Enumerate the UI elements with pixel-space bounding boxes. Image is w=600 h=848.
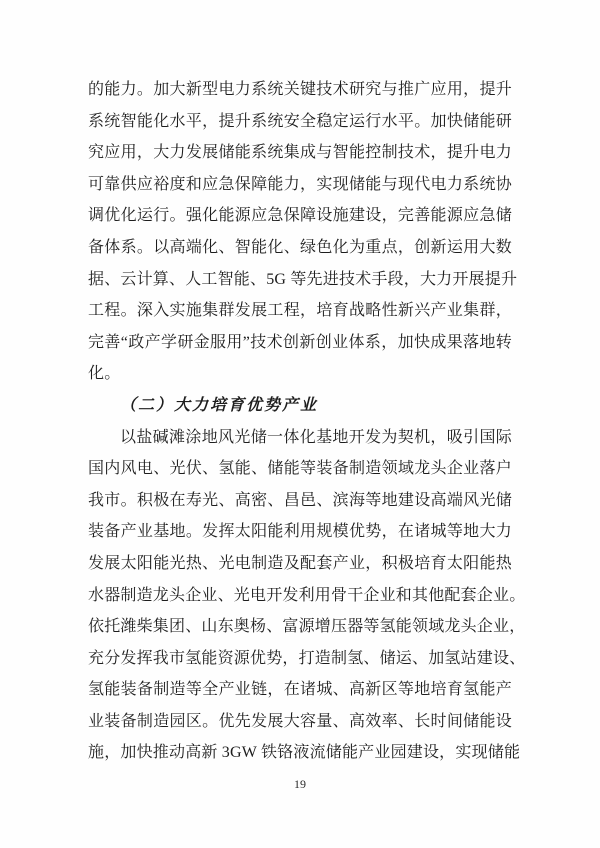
- text-line: 备体系。以高端化、智能化、绿色化为重点，创新运用大数: [88, 238, 512, 256]
- text-line: 我市。积极在寿光、高密、昌邑、滨海等地建设高端风光储: [88, 491, 512, 509]
- text-line: 发展太阳能光热、光电制造及配套产业，积极培育太阳能热: [88, 554, 512, 572]
- text-line: 依托潍柴集团、山东奥杨、富源增压器等氢能领域龙头企业，: [88, 618, 526, 636]
- text-line: 完善“政产学研金服用”技术创新创业体系，加快成果落地转: [88, 333, 512, 351]
- text-line: 以盐碱滩涂地风光储一体化基地开发为契机，吸引国际: [120, 428, 512, 446]
- page-number: 19: [294, 777, 306, 791]
- text-line: 调优化运行。强化能源应急保障设施建设，完善能源应急储: [88, 207, 512, 225]
- text-line: 氢能装备制造等全产业链，在诸城、高新区等地培育氢能产: [88, 681, 512, 699]
- text-line: 的能力。加大新型电力系统关键技术研究与推广应用，提升: [88, 81, 512, 98]
- text-line: 据、云计算、人工智能、5G 等先进技术手段，大力开展提升: [88, 270, 518, 288]
- text-line: 化。: [88, 365, 121, 383]
- text-line: 业装备制造园区。优先发展大容量、高效率、长时间储能设: [88, 712, 512, 730]
- text-line: 充分发挥我市氢能资源优势，打造制氢、储运、加氢站建设、: [88, 649, 526, 667]
- text-line: 工程。深入实施集群发展工程，培育战略性新兴产业集群，: [88, 302, 512, 320]
- text-line: 可靠供应裕度和应急保障能力，实现储能与现代电力系统协: [88, 175, 512, 193]
- section-heading: （二）大力培育优势产业: [120, 396, 319, 414]
- text-line: 究应用，大力发展储能系统集成与智能控制技术，提升电力: [88, 144, 512, 162]
- text-block: [88, 74, 526, 769]
- text-line: 装备产业基地。发挥太阳能利用规模优势，在诸城等地大力: [88, 523, 512, 541]
- text-line: 系统智能化水平，提升系统安全稳定运行水平。加快储能研: [88, 112, 512, 130]
- text-line: 国内风电、光伏、氢能、储能等装备制造领域龙头企业落户: [88, 460, 512, 478]
- text-line: 施，加快推动高新 3GW 铁铬液流储能产业园建设，实现储能: [88, 744, 521, 762]
- text-line: 水器制造龙头企业、光电开发利用骨干企业和其他配套企业。: [88, 586, 526, 604]
